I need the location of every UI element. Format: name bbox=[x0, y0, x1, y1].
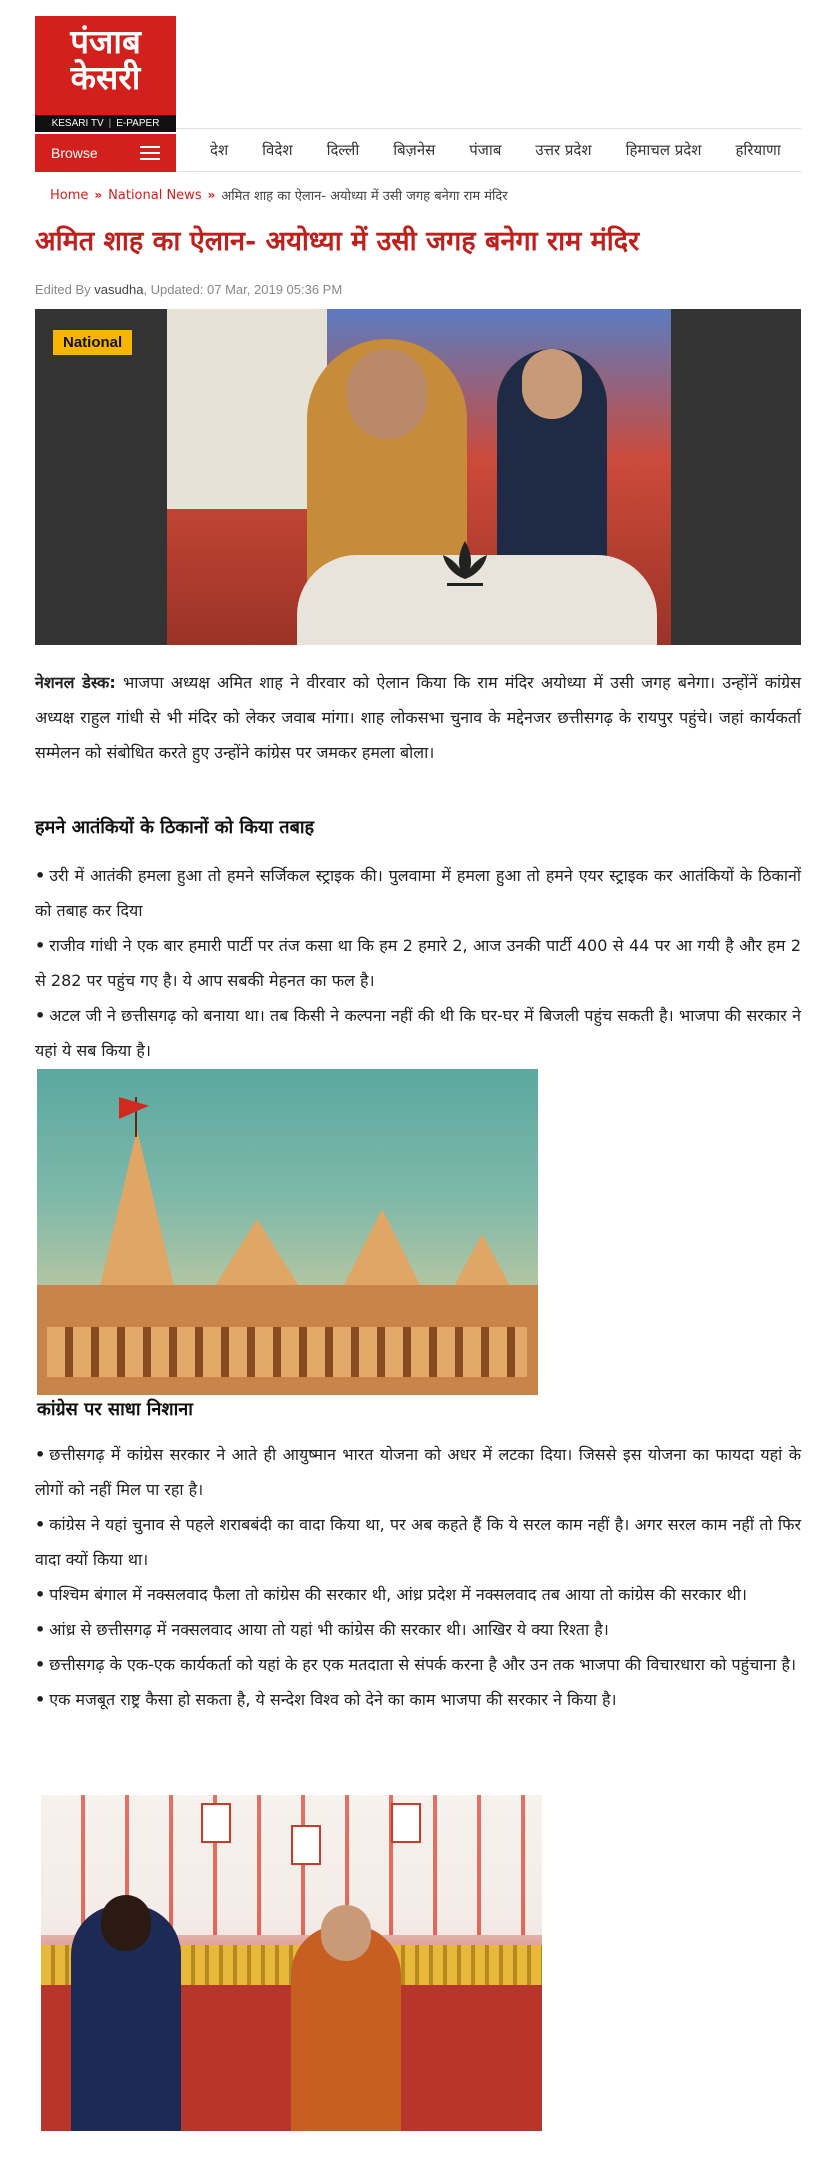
list-item: • अटल जी ने छत्तीसगढ़ को बनाया था। तब किसी ने कल्पना नहीं की थी कि घर-घर में बिजली पहुंच सकती है। भाजपा की सरकार ने यहां ये सब किया है। bbox=[35, 1006, 801, 1060]
bullet-list-2 bbox=[35, 1437, 801, 1717]
speaker-photo bbox=[167, 309, 671, 645]
updated-timestamp: , Updated: 07 Mar, 2019 05:36 PM bbox=[143, 282, 343, 297]
strip-separator: | bbox=[108, 118, 112, 129]
logo-strip bbox=[35, 115, 176, 132]
ram-temple-image bbox=[37, 1069, 538, 1395]
bullet-icon: • bbox=[35, 1655, 46, 1674]
byline bbox=[35, 282, 342, 297]
section-heading-congress: कांग्रेस पर साधा निशाना bbox=[37, 1399, 193, 1420]
bullet-icon: • bbox=[35, 936, 46, 955]
nav-item-desh[interactable]: देश bbox=[210, 141, 229, 159]
rally-image bbox=[41, 1795, 542, 2131]
nav-item-punjab[interactable]: पंजाब bbox=[469, 141, 502, 159]
browse-label: Browse bbox=[51, 145, 98, 161]
nav-item-videsh[interactable]: विदेश bbox=[262, 141, 293, 159]
browse-button[interactable] bbox=[35, 134, 176, 172]
page-title: अमित शाह का ऐलान- अयोध्या में उसी जगह बनेगा राम मंदिर bbox=[35, 226, 640, 257]
intro-paragraph bbox=[35, 665, 801, 770]
bullet-icon: • bbox=[35, 1515, 46, 1534]
lotus-icon bbox=[435, 535, 495, 595]
logo-line-2: केसरी bbox=[70, 58, 141, 97]
bullet-icon: • bbox=[35, 1445, 46, 1464]
main-nav bbox=[176, 128, 801, 172]
site-logo[interactable] bbox=[35, 16, 176, 132]
breadcrumb-section[interactable]: National News bbox=[108, 187, 202, 203]
bullet-icon: • bbox=[35, 1690, 46, 1709]
list-item: • पश्चिम बंगाल में नक्सलवाद फैला तो कांग्रेस की सरकार थी, आंध्र प्रदेश में नक्सलवाद तब आया तो कांग्रेस की सरकार थी। bbox=[35, 1585, 747, 1604]
breadcrumb bbox=[50, 186, 508, 204]
list-item: • उरी में आतंकी हमला हुआ तो हमने सर्जिकल स्ट्राइक की। पुलवामा में हमला हुआ तो हमने एयर स्ट्राइक कर आतंकियों के ठिकानों को तबाह कर दिया bbox=[35, 866, 801, 920]
epaper-link[interactable]: E-PAPER bbox=[116, 118, 160, 129]
bullet-icon: • bbox=[35, 1006, 46, 1025]
list-item: • एक मजबूत राष्ट्र कैसा हो सकता है, ये सन्देश विश्व को देने का काम भाजपा की सरकार ने किया है। bbox=[35, 1690, 617, 1709]
list-item: • छत्तीसगढ़ में कांग्रेस सरकार ने आते ही आयुष्मान भारत योजना को अधर में लटका दिया। जिससे इस योजना का फायदा यहां के लोगों को नहीं मिल पा रहा है। bbox=[35, 1445, 801, 1499]
bullet-icon: • bbox=[35, 1585, 46, 1604]
list-item: • आंध्र से छत्तीसगढ़ में नक्सलवाद आया तो यहां भी कांग्रेस की सरकार थी। आखिर ये क्या रिश्ता है। bbox=[35, 1620, 609, 1639]
double-chevron-right-icon: » bbox=[94, 188, 103, 202]
nav-item-business[interactable]: बिज़नेस bbox=[393, 141, 436, 159]
nav-item-himachal-pradesh[interactable]: हिमाचल प्रदेश bbox=[625, 141, 702, 159]
breadcrumb-home[interactable]: Home bbox=[50, 187, 89, 203]
breadcrumb-current: अमित शाह का ऐलान- अयोध्या में उसी जगह बनेगा राम मंदिर bbox=[221, 189, 508, 204]
hamburger-icon bbox=[140, 146, 160, 160]
list-item: • छत्तीसगढ़ के एक-एक कार्यकर्ता को यहां के हर एक मतदाता से संपर्क करना है और उन तक भाजपा की विचारधारा को पहुंचाना है। bbox=[35, 1655, 797, 1674]
nav-item-uttar-pradesh[interactable]: उत्तर प्रदेश bbox=[535, 141, 592, 159]
logo-line-1: पंजाब bbox=[70, 22, 141, 61]
section-heading-terror: हमने आतंकियों के ठिकानों को किया तबाह bbox=[35, 817, 315, 838]
nav-item-delhi[interactable]: दिल्ली bbox=[326, 141, 360, 159]
hero-image bbox=[35, 309, 801, 645]
list-item: • राजीव गांधी ने एक बार हमारी पार्टी पर तंज कसा था कि हम 2 हमारे 2, आज उनकी पार्टी 400 से 44 पर आ गयी है और हम 2 से 282 पर पहुंच गए है। ये आप सबकी मेहनत का फल है। bbox=[35, 936, 801, 990]
bullet-icon: • bbox=[35, 866, 46, 885]
intro-text: भाजपा अध्यक्ष अमित शाह ने वीरवार को ऐलान किया कि राम मंदिर अयोध्या में उसी जगह बनेगा। उन्होंनें कांग्रेस अध्यक्ष राहुल गांधी से भी मंदिर को लेकर जवाब मांगा। शाह लोकसभा चुनाव के मद्देनजर छत्तीसगढ़ के रायपुर पहुंचे। जहां कार्यकर्ता सम्मेलन को संबोधित करते हुए उन्होंने कांग्रेस पर जमकर हमला बोला। bbox=[35, 673, 802, 762]
nav-item-haryana[interactable]: हरियाणा bbox=[735, 141, 781, 159]
bullet-icon: • bbox=[35, 1620, 46, 1639]
desk-label: नेशनल डेस्क: bbox=[35, 673, 116, 692]
bullet-list-1 bbox=[35, 858, 801, 1068]
author-name[interactable]: vasudha bbox=[94, 282, 144, 297]
kesari-tv-link[interactable]: KESARI TV bbox=[51, 118, 104, 129]
category-badge[interactable]: National bbox=[53, 330, 132, 355]
byline-prefix: Edited By bbox=[35, 282, 91, 297]
list-item: • कांग्रेस ने यहां चुनाव से पहले शराबबंदी का वादा किया था, पर अब कहते हैं कि ये सरल काम नहीं है। अगर सरल काम नहीं तो फिर वादा क्यों किया था। bbox=[35, 1515, 801, 1569]
double-chevron-right-icon: » bbox=[207, 188, 216, 202]
